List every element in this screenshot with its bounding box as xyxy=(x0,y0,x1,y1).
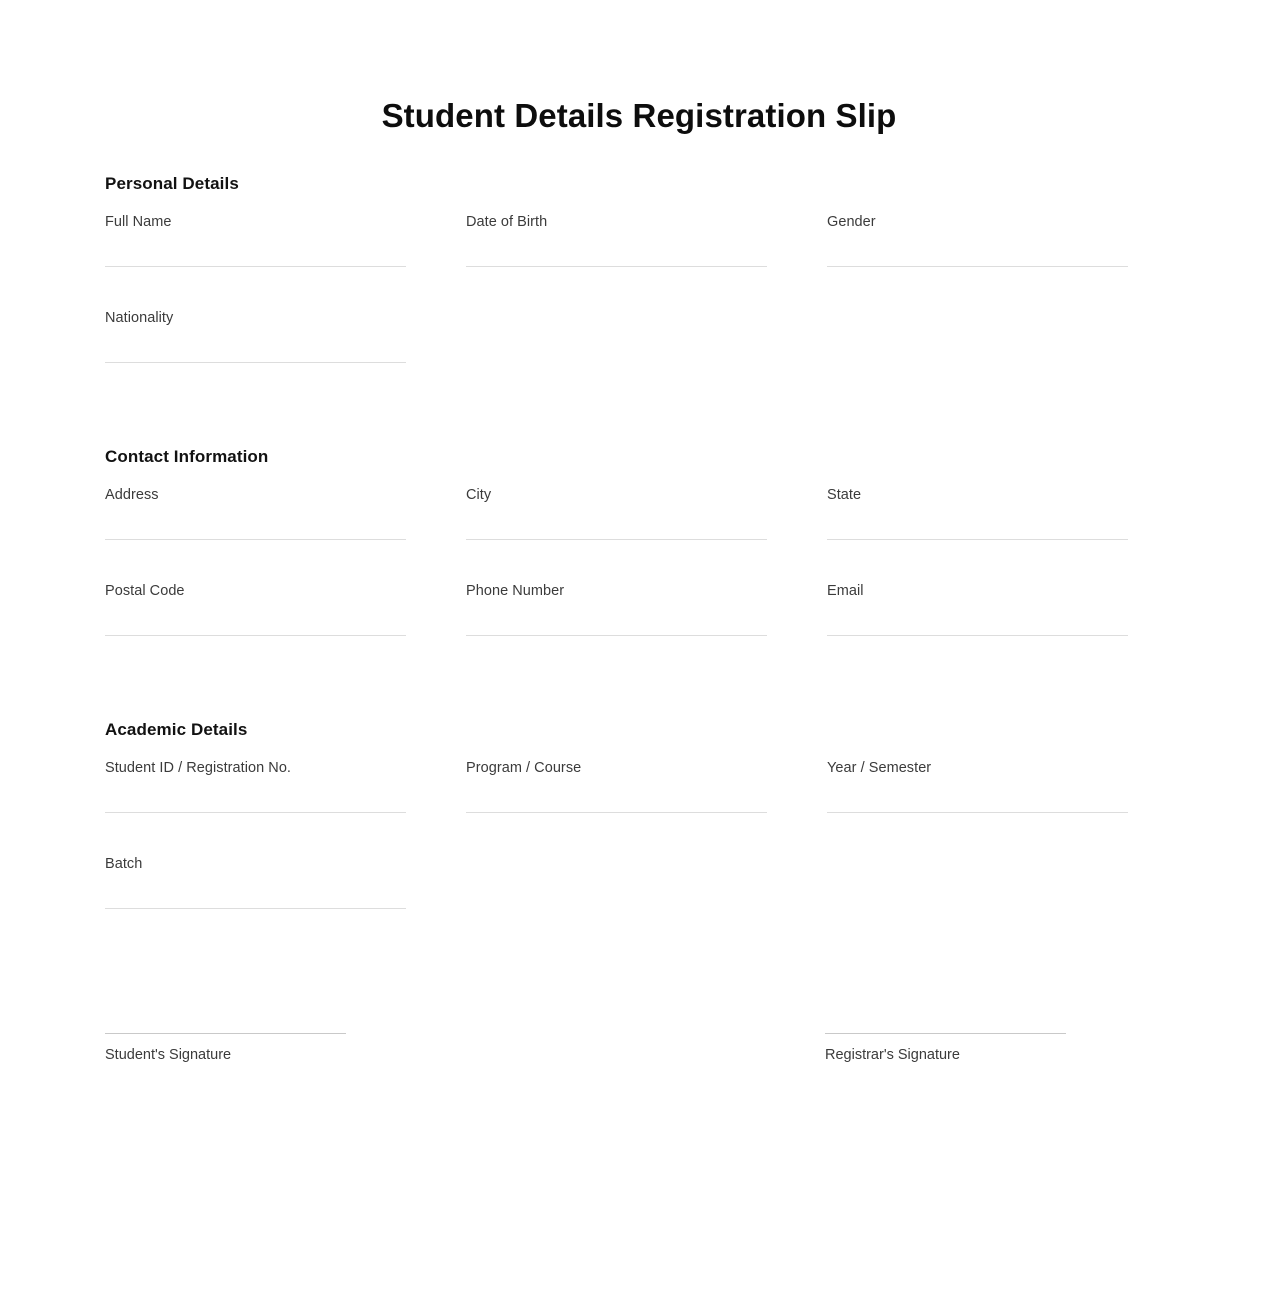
field-label-batch: Batch xyxy=(105,856,143,872)
field-underline-state xyxy=(827,539,1128,540)
field-address xyxy=(105,486,406,582)
input-nationality[interactable] xyxy=(105,333,406,362)
section-heading: Personal Details xyxy=(105,174,239,193)
field-label-city: City xyxy=(466,487,492,503)
field-underline-address xyxy=(105,539,406,540)
field-underline-phone-number xyxy=(466,635,767,636)
input-full-name[interactable] xyxy=(105,237,406,266)
field-underline-postal-code xyxy=(105,635,406,636)
input-address[interactable] xyxy=(105,510,406,539)
field-label-student-id-registration-no: Student ID / Registration No. xyxy=(105,760,292,776)
field-underline-gender xyxy=(827,266,1128,267)
signature-caption-registrar: Registrar's Signature xyxy=(825,1047,960,1063)
field-label-address: Address xyxy=(105,487,159,503)
field-label-state: State xyxy=(827,487,862,503)
input-phone-number[interactable] xyxy=(466,606,767,635)
field-date-of-birth xyxy=(466,213,767,309)
input-email[interactable] xyxy=(827,606,1128,635)
section-heading: Academic Details xyxy=(105,720,248,739)
field-underline-email xyxy=(827,635,1128,636)
field-label-gender: Gender xyxy=(827,214,876,230)
field-label-program-course: Program / Course xyxy=(466,760,582,776)
signature-caption-student: Student's Signature xyxy=(105,1047,232,1063)
section-academic-details xyxy=(105,719,1173,951)
field-label-postal-code: Postal Code xyxy=(105,583,185,599)
field-label-year-semester: Year / Semester xyxy=(827,760,932,776)
field-underline-batch xyxy=(105,908,406,909)
field-underline-date-of-birth xyxy=(466,266,767,267)
field-underline-city xyxy=(466,539,767,540)
section-heading: Contact Information xyxy=(105,447,269,466)
field-phone-number xyxy=(466,582,767,678)
page-title: Student Details Registration Slip xyxy=(381,97,897,134)
field-grid xyxy=(105,759,1173,951)
section-contact-information xyxy=(105,446,1173,678)
field-gender xyxy=(827,213,1128,309)
field-email xyxy=(827,582,1128,678)
field-state xyxy=(827,486,1128,582)
input-year-semester[interactable] xyxy=(827,783,1128,812)
field-full-name xyxy=(105,213,406,309)
field-underline-student-id-registration-no xyxy=(105,812,406,813)
field-nationality xyxy=(105,309,406,405)
field-city xyxy=(466,486,767,582)
field-underline-full-name xyxy=(105,266,406,267)
field-label-date-of-birth: Date of Birth xyxy=(466,214,548,230)
field-label-full-name: Full Name xyxy=(105,214,172,230)
input-program-course[interactable] xyxy=(466,783,767,812)
field-label-email: Email xyxy=(827,583,864,599)
field-student-id-registration-no xyxy=(105,759,406,855)
field-underline-nationality xyxy=(105,362,406,363)
input-postal-code[interactable] xyxy=(105,606,406,635)
field-postal-code xyxy=(105,582,406,678)
section-personal-details xyxy=(105,173,1173,405)
signature-line-registrar[interactable] xyxy=(825,1033,1066,1034)
input-city[interactable] xyxy=(466,510,767,539)
field-grid xyxy=(105,486,1173,678)
field-underline-program-course xyxy=(466,812,767,813)
field-batch xyxy=(105,855,406,951)
signature-block-registrar[interactable] xyxy=(825,1033,1066,1065)
field-year-semester xyxy=(827,759,1128,855)
signature-block-student[interactable] xyxy=(105,1033,346,1065)
input-gender[interactable] xyxy=(827,237,1128,266)
input-batch[interactable] xyxy=(105,879,406,908)
field-underline-year-semester xyxy=(827,812,1128,813)
field-grid xyxy=(105,213,1173,405)
signature-line-student[interactable] xyxy=(105,1033,346,1034)
field-label-nationality: Nationality xyxy=(105,310,174,326)
signature-row xyxy=(105,1033,1173,1103)
field-label-phone-number: Phone Number xyxy=(466,583,565,599)
input-date-of-birth[interactable] xyxy=(466,237,767,266)
input-state[interactable] xyxy=(827,510,1128,539)
field-program-course xyxy=(466,759,767,855)
input-student-id-registration-no[interactable] xyxy=(105,783,406,812)
registration-form xyxy=(0,173,1278,1103)
